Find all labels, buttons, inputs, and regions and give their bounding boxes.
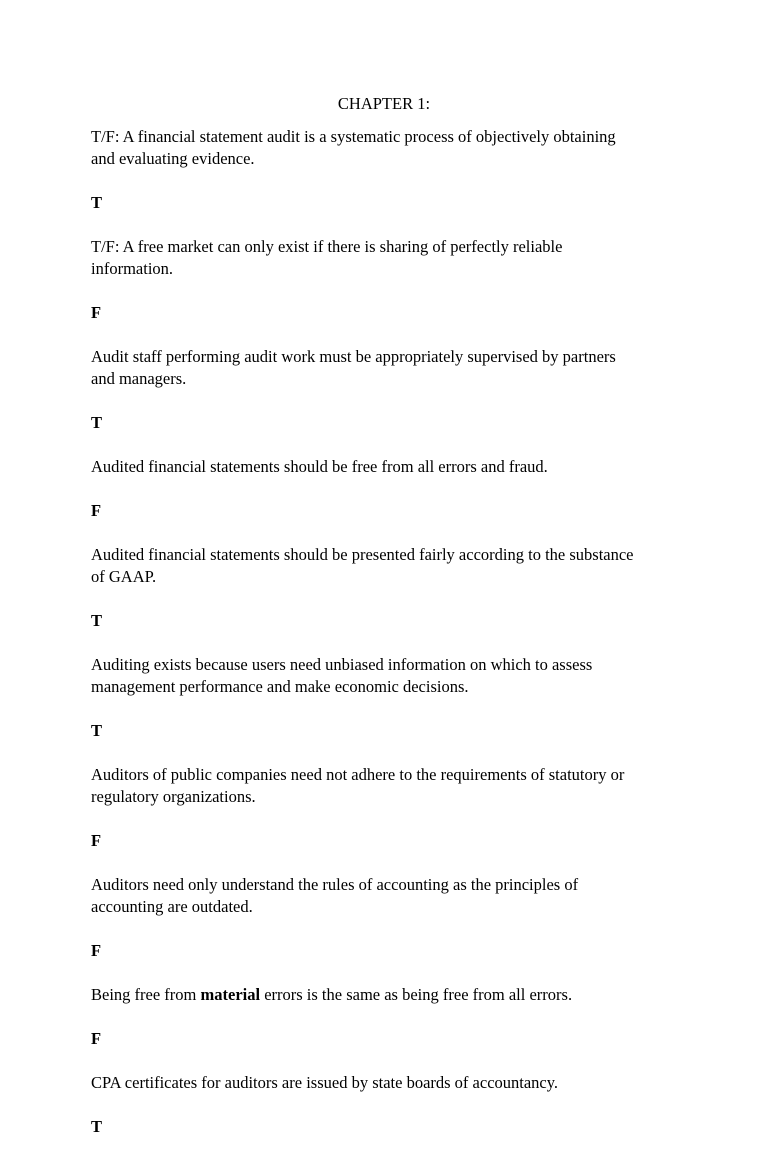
question-line: Audited financial statements should be presented fairly according to the substance bbox=[91, 545, 634, 564]
question-item bbox=[91, 654, 681, 742]
question-line: management performance and make economic decisions. bbox=[91, 677, 469, 696]
question-item bbox=[91, 456, 681, 522]
answer-text: T bbox=[91, 193, 103, 212]
question-line: T/F: A free market can only exist if there is sharing of perfectly reliable bbox=[91, 237, 563, 256]
answer-text: F bbox=[91, 1029, 102, 1048]
answer-text: F bbox=[91, 831, 102, 850]
question-text bbox=[91, 984, 681, 1006]
question-line: and managers. bbox=[91, 369, 187, 388]
question-text bbox=[91, 654, 681, 698]
question-item bbox=[91, 984, 681, 1050]
question-item bbox=[91, 1072, 681, 1138]
question-text bbox=[91, 544, 681, 588]
question-list bbox=[91, 126, 681, 1160]
question-text bbox=[91, 874, 681, 918]
chapter-title: CHAPTER 1: bbox=[337, 94, 431, 113]
question-text bbox=[91, 236, 681, 280]
question-item bbox=[91, 346, 681, 434]
question-text bbox=[91, 456, 681, 478]
question-line: of GAAP. bbox=[91, 567, 157, 586]
question-line: Audited financial statements should be free from all errors and fraud. bbox=[91, 457, 548, 476]
question-text bbox=[91, 764, 681, 808]
question-item bbox=[91, 544, 681, 632]
question-line: T/F: A financial statement audit is a systematic process of objectively obtaining bbox=[91, 127, 616, 146]
answer-text: F bbox=[91, 303, 102, 322]
question-item bbox=[91, 874, 681, 962]
answer-text: T bbox=[91, 611, 103, 630]
question-line: Auditors need only understand the rules of accounting as the principles of bbox=[91, 875, 579, 894]
question-text bbox=[91, 346, 681, 390]
question-line: Auditing exists because users need unbiased information on which to assess bbox=[91, 655, 593, 674]
answer-text: T bbox=[91, 721, 103, 740]
answer-text: F bbox=[91, 941, 102, 960]
question-line: regulatory organizations. bbox=[91, 787, 256, 806]
question-item bbox=[91, 764, 681, 852]
question-text bbox=[91, 126, 681, 170]
question-line: accounting are outdated. bbox=[91, 897, 253, 916]
question-text bbox=[91, 1072, 681, 1094]
question-emphasis: material bbox=[200, 985, 261, 1004]
question-line: information. bbox=[91, 259, 174, 278]
answer-text: T bbox=[91, 1117, 103, 1136]
question-line: CPA certificates for auditors are issued by state boards of accountancy. bbox=[91, 1073, 559, 1092]
question-text-after: errors is the same as being free from all errors. bbox=[260, 985, 573, 1004]
answer-text: F bbox=[91, 501, 102, 520]
question-text-before: Being free from bbox=[91, 985, 201, 1004]
answer-text: T bbox=[91, 413, 103, 432]
question-item bbox=[91, 236, 681, 324]
question-line: and evaluating evidence. bbox=[91, 149, 255, 168]
question-item bbox=[91, 126, 681, 214]
question-line: Audit staff performing audit work must be appropriately supervised by partners bbox=[91, 347, 616, 366]
question-line: Auditors of public companies need not adhere to the requirements of statutory or bbox=[91, 765, 625, 784]
